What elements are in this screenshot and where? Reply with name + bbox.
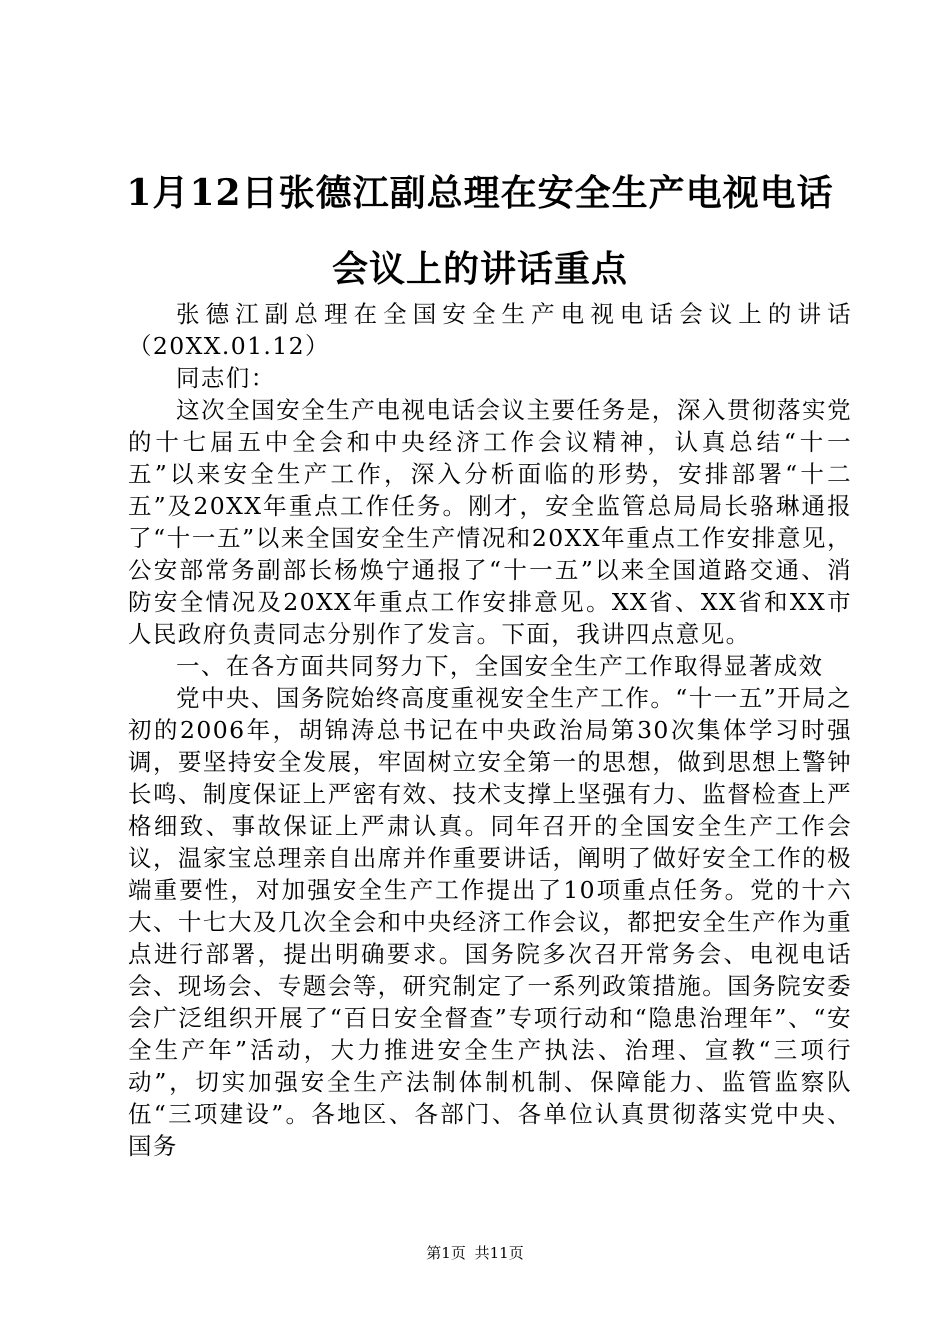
document-body (128, 298, 852, 1162)
body-paragraph: 党中央、国务院始终高度重视安全生产工作。“十一五”开局之初的2006年，胡锦涛总书记在中央政治局第30次集体学习时强调，要坚持安全发展，牢固树立安全第一的思想，做到思想上警钟长鸣、制度保证上严密有效、技术支撑上坚强有力、监督检查上严格细致、事故保证上严肃认真。同年召开的全国安全生产工作会议，温家宝总理亲自出席并作重要讲话，阐明了做好安全工作的极端重要性，对加强安全生产工作提出了10项重点任务。党的十六大、十七大及几次全会和中央经济工作会议，都把安全生产作为重点进行部署，提出明确要求。国务院多次召开常务会、电视电话会、现场会、专题会等，研究制定了一系列政策措施。国务院安委会广泛组织开展了“百日安全督查”专项行动和“隐患治理年”、“安全生产年”活动，大力推进安全生产执法、治理、宣教“三项行动”，切实加强安全生产法制体制机制、保障能力、监管监察队伍“三项建设”。各地区、各部门、各单位认真贯彻落实党中央、国务 (128, 684, 852, 1160)
speech-heading: 张德江副总理在全国安全生产电视电话会议上的讲话（20XX.01.12） (128, 300, 852, 360)
salutation: 同志们： (176, 364, 276, 392)
section-heading-1: 一、在各方面共同努力下，全国安全生产工作取得显著成效 (176, 652, 824, 680)
document-title: 1月12日张德江副总理在安全生产电视电话会议上的讲话重点 (126, 172, 834, 290)
page-number: 第1页 (426, 1244, 466, 1262)
page-footer (0, 1243, 950, 1263)
page-total: 共11页 (474, 1244, 524, 1262)
intro-paragraph: 这次全国安全生产电视电话会议主要任务是，深入贯彻落实党的十七届五中全会和中央经济工作会议精神，认真总结“十一五”以来安全生产工作，深入分析面临的形势，安排部署“十二五”及20XX年重点工作任务。刚才，安全监管总局局长骆琳通报了“十一五”以来全国安全生产情况和20XX年重点工作安排意见，公安部常务副部长杨焕宁通报了“十一五”以来全国道路交通、消防安全情况及20XX年重点工作安排意见。XX省、XX省和XX市人民政府负责同志分别作了发言。下面，我讲四点意见。 (128, 396, 852, 648)
